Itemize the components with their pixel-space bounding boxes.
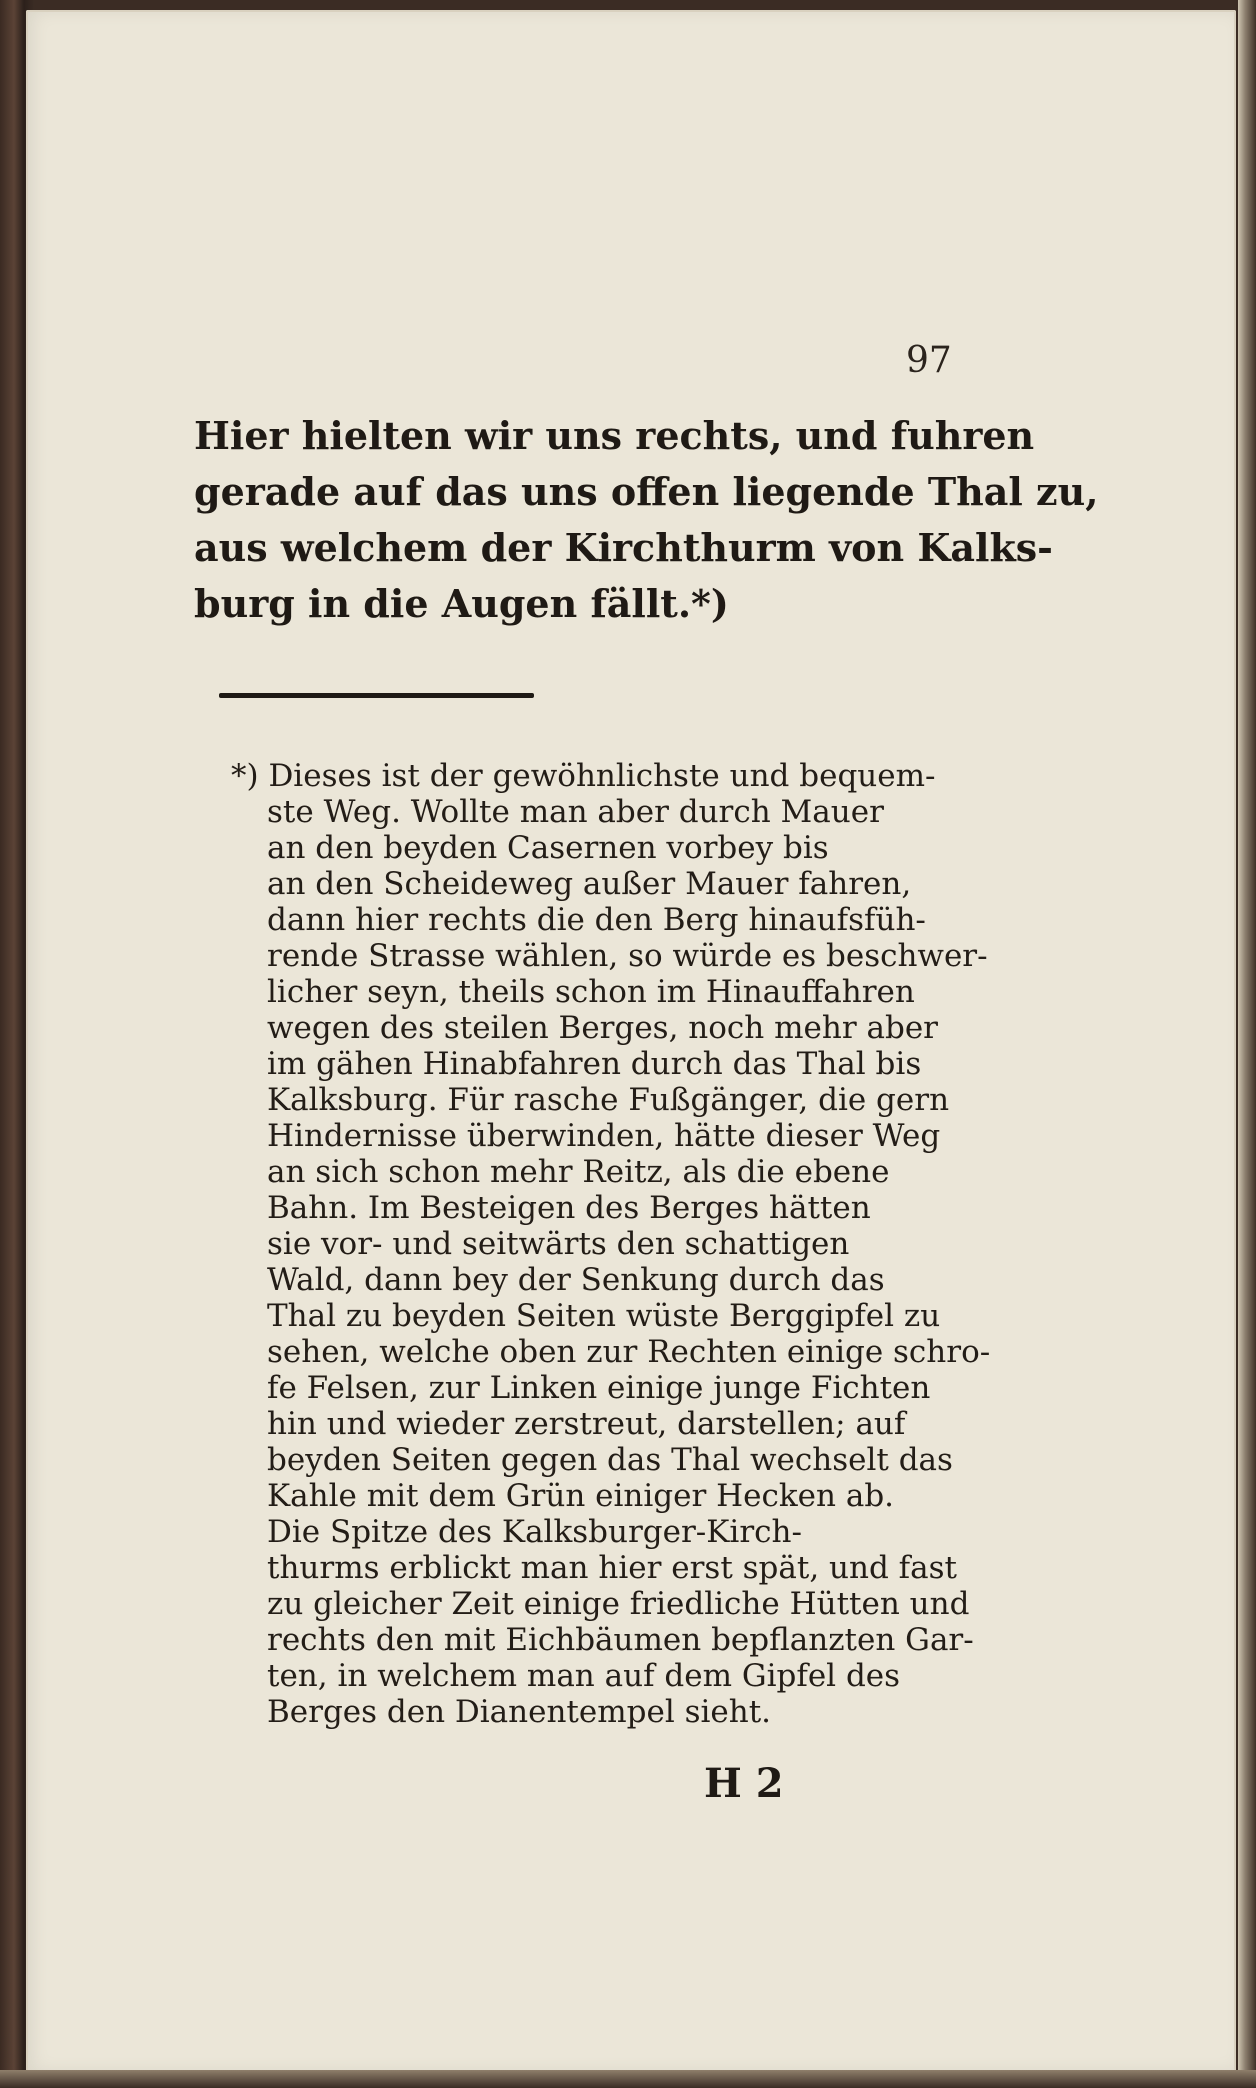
- footnote-line: ten, in welchem man auf dem Gipfel des: [267, 1658, 901, 1694]
- footnote-paragraph: [231, 758, 991, 1730]
- main-text-line: Hier hielten wir uns rechts, und fuhren: [194, 413, 1035, 458]
- footnote-line: dann hier rechts die den Berg hinaufsfüh-: [267, 902, 926, 938]
- book-bottom-edge: [0, 2070, 1256, 2088]
- footnote-separator-rule: [219, 693, 534, 698]
- footnote-line: Hindernisse überwinden, hätte dieser Weg: [267, 1118, 941, 1154]
- book-page: [26, 10, 1236, 2072]
- footnote-line: zu gleicher Zeit einige friedliche Hütten und: [267, 1586, 970, 1622]
- footnote-line: Thal zu beyden Seiten wüste Berggipfel zu: [267, 1298, 941, 1334]
- footnote-line: sie vor- und seitwärts den schattigen: [267, 1226, 850, 1262]
- page-number: 97: [906, 340, 952, 381]
- footnote-line: Wald, dann bey der Senkung durch das: [267, 1262, 885, 1298]
- main-text-line: burg in die Augen fällt.*): [194, 581, 729, 626]
- footnote-line: an den beyden Casernen vorbey bis: [267, 830, 829, 866]
- footnote-line: Die Spitze des Kalksburger-Kirch-: [267, 1514, 802, 1550]
- footnote-line: an den Scheideweg außer Mauer fahren,: [267, 866, 912, 902]
- footnote-line: rende Strasse wählen, so würde es beschwer-: [267, 938, 988, 974]
- book-fore-edge: [1238, 0, 1256, 2088]
- footnote-line: wegen des steilen Berges, noch mehr aber: [267, 1010, 938, 1046]
- footnote-line: Kahle mit dem Grün einiger Hecken ab.: [267, 1478, 895, 1514]
- footnote-line: im gähen Hinabfahren durch das Thal bis: [267, 1046, 922, 1082]
- footnote-line: hin und wieder zerstreut, darstellen; auf: [267, 1406, 906, 1442]
- main-paragraph: [194, 408, 1099, 632]
- main-text-line: gerade auf das uns offen liegende Thal zu,: [194, 469, 1099, 514]
- footnote-line: rechts den mit Eichbäumen bepflanzten Gar-: [267, 1622, 974, 1658]
- signature-mark: H 2: [704, 1760, 784, 1807]
- footnote-line: *) Dieses ist der gewöhnlichste und bequem-: [231, 758, 936, 794]
- footnote-line: Kalksburg. Für rasche Fußgänger, die gern: [267, 1082, 950, 1118]
- footnote-line: thurms erblickt man hier erst spät, und fast: [267, 1550, 957, 1586]
- footnote-line: fe Felsen, zur Linken einige junge Fichten: [267, 1370, 931, 1406]
- footnote-line: Bahn. Im Besteigen des Berges hätten: [267, 1190, 871, 1226]
- footnote-line: an sich schon mehr Reitz, als die ebene: [267, 1154, 890, 1190]
- footnote-line: ste Weg. Wollte man aber durch Mauer: [267, 794, 884, 830]
- footnote-line: sehen, welche oben zur Rechten einige schro-: [267, 1334, 991, 1370]
- main-text-line: aus welchem der Kirchthurm von Kalks-: [194, 525, 1053, 570]
- footnote-line: licher seyn, theils schon im Hinauffahren: [267, 974, 915, 1010]
- footnote-line: Berges den Dianentempel sieht.: [267, 1694, 772, 1730]
- footnote-line: beyden Seiten gegen das Thal wechselt das: [267, 1442, 953, 1478]
